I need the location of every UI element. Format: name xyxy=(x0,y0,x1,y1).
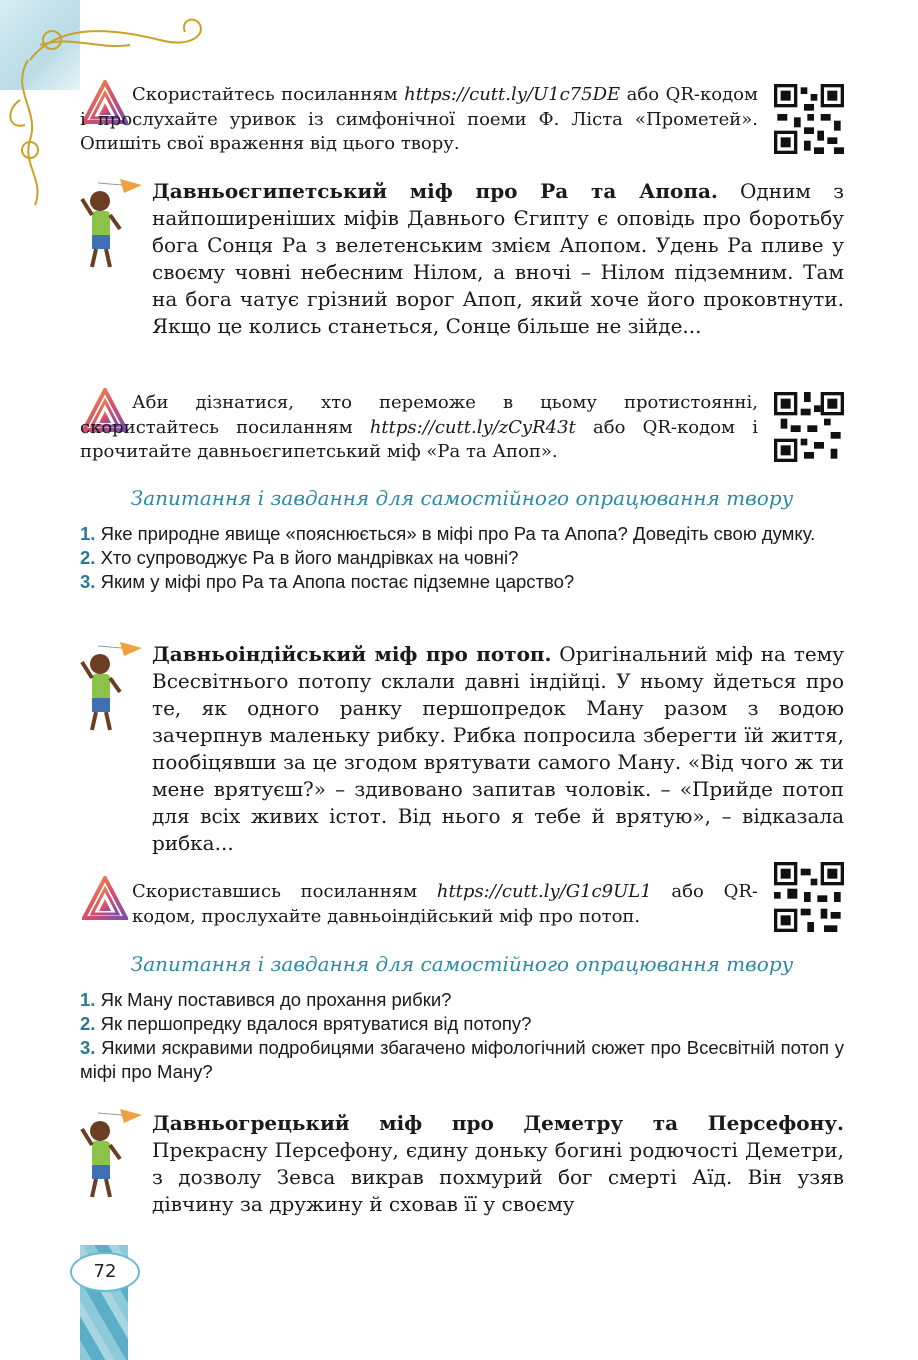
link-prometheus[interactable]: https://cutt.ly/U1c75DE xyxy=(404,84,621,105)
note-text: або QR-кодом, прослухайте давньоіндійський міф про потоп. xyxy=(132,881,758,927)
note-read-ra-apop xyxy=(80,391,758,465)
list-item: 2. Хто супроводжує Ра в його мандрівках на човні? xyxy=(80,547,519,568)
myth-title: Давньоєгипетський міф про Ра та Апопа. xyxy=(152,179,718,203)
list-item: 2. Як першопредку вдалося врятуватися від потопу? xyxy=(80,1013,532,1034)
note-listen-prometheus xyxy=(80,83,758,157)
note-listen-flood xyxy=(80,880,758,929)
list-item: 1. Як Ману поставився до прохання рибки? xyxy=(80,989,452,1010)
list-item: 3. Якими яскравими подробицями збагачено міфологічний сюжет про Всесвітній потоп у міфі про Ману? xyxy=(80,1037,844,1082)
list-item: 1. Яке природне явище «пояснюється» в міфі про Ра та Апопа? Доведіть свою думку. xyxy=(80,523,816,544)
questions-heading: Запитання і завдання для самостійного опрацювання твору xyxy=(130,952,794,976)
myth-flood xyxy=(80,641,844,857)
link-flood[interactable]: https://cutt.ly/G1c9UL1 xyxy=(436,881,652,902)
note-text: або QR-кодом і прослухайте уривок із симфонічної поеми Ф. Ліста «Прометей». Опишіть свої враження від цього твору. xyxy=(80,84,758,154)
questions-heading: Запитання і завдання для самостійного опрацювання твору xyxy=(130,486,794,510)
myth-ra-apop xyxy=(80,178,844,340)
note-text: Скористайтесь посиланням xyxy=(132,84,405,105)
list-item: 3. Яким у міфі про Ра та Апопа постає підземне царство? xyxy=(80,571,575,592)
myth-demeter xyxy=(80,1110,844,1218)
note-text: або QR-кодом і прочитайте давньоєгипетський міф «Ра та Апоп». xyxy=(80,416,758,462)
qr-code-icon[interactable] xyxy=(774,84,844,154)
page-number: 72 xyxy=(70,1252,140,1292)
myth-body: Прекрасну Персефону, єдину доньку богині родючості Деметри, з дозволу Зевса викрав похмурий бог смерті Аїд. Він узяв дівчину за дружину й сховав її у своєму xyxy=(152,1138,844,1216)
note-text: Скориставшись посиланням xyxy=(132,881,437,902)
questions-list xyxy=(80,522,844,594)
questions-list xyxy=(80,988,844,1084)
myth-body: Оригінальний міф на тему Всесвітнього потопу склали давні індійці. У ньому йдеться про те, як одного ранку першопредок Ману разом з водою зачерпнув маленьку рибку. Рибка попросила зберегти їй життя, пообіцявши за це згодом врятувати самого Ману. «Від чого ж ти мене врятуєш?» – здивовано запитав чоловік. – «Прийде потоп для всіх живих істот. Від нього я тебе й врятую», – відказала рибка... xyxy=(152,642,844,855)
note-text: Аби дізнатися, хто переможе в цьому протистоянні, скористайтесь посиланням xyxy=(80,392,758,438)
myth-title: Давньоіндійський міф про потоп. xyxy=(152,642,552,666)
qr-code-icon[interactable] xyxy=(774,392,844,462)
myth-title: Давньогрецький міф про Деметру та Персефону. xyxy=(152,1111,844,1135)
link-ra-apop[interactable]: https://cutt.ly/zCyR43t xyxy=(369,416,576,438)
myth-body: Одним з найпоширеніших міфів Давнього Єгипту є оповідь про боротьбу бога Сонця Ра з велетенським змієм Апопом. Удень Ра пливе у своєму човні небесним Нілом, а вночі – Нілом підземним. Там на бога чатує грізний ворог Апоп, який хоче його проковтнути. Якщо це колись станеться, Сонце більше не зійде... xyxy=(152,179,844,338)
qr-code-icon[interactable] xyxy=(774,862,844,932)
